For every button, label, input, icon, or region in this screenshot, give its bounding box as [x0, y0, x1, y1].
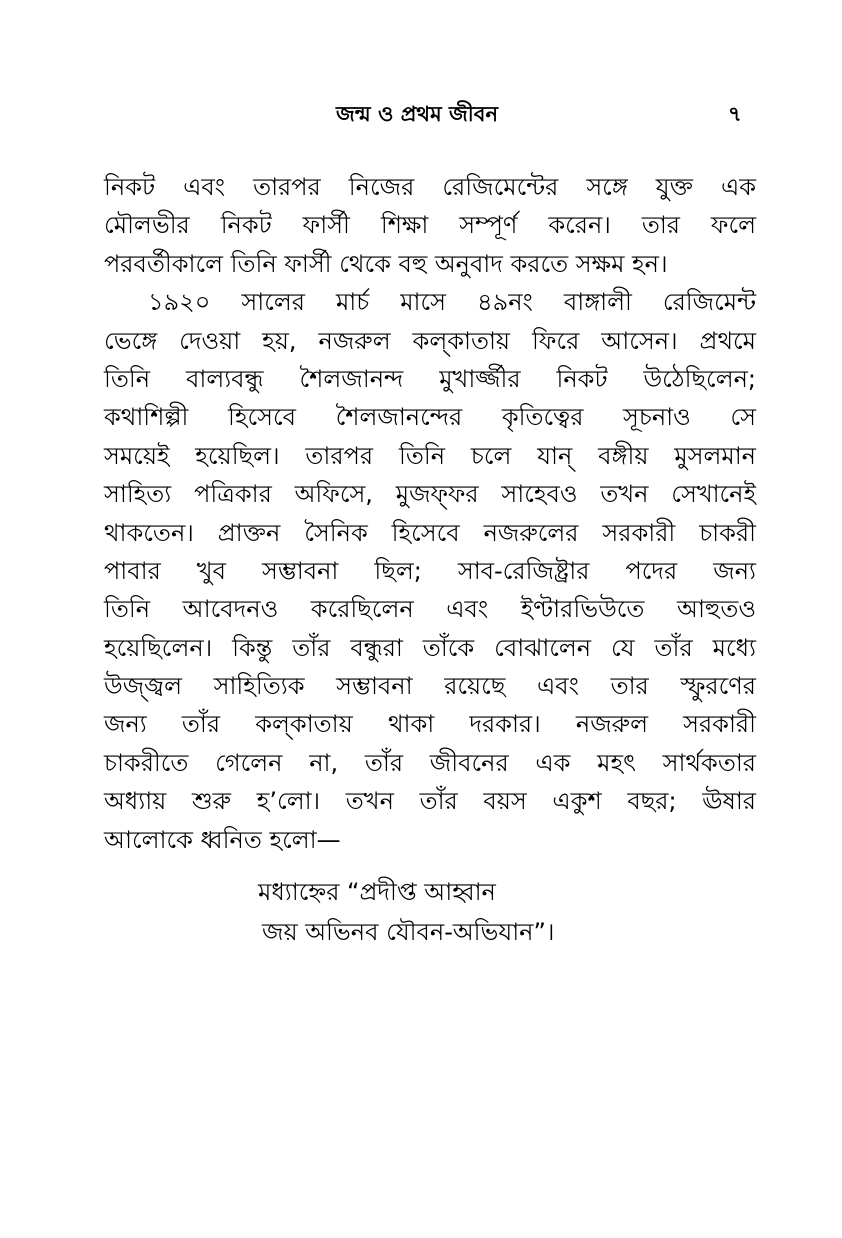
verse-quote [258, 872, 638, 952]
text-line: পাবার খুব সম্ভাবনা ছিল; সাব-রেজিষ্ট্রার পদের জন্য [104, 556, 756, 585]
text-line: সময়েই হয়েছিল। তারপর তিনি চলে যান্‌ বঙ্গীয় মুসলমান [104, 441, 756, 470]
text-line: নিকট এবং তারপর নিজের রেজিমেন্টের সঙ্গে যুক্ত এক [104, 173, 756, 201]
text-line: জন্য তাঁর কল্‌কাতায় থাকা দরকার। নজরুল সরকারী [104, 710, 756, 739]
chapter-title: জন্ম ও প্রথম জীবন [336, 102, 499, 126]
text-line: হয়েছিলেন। কিন্তু তাঁর বন্ধুরা তাঁকে বোঝালেন যে তাঁর মধ্যে [104, 633, 756, 662]
text-line: ১৯২০ সালের মার্চ মাসে ৪৯নং বাঙ্গালী রেজিমেন্ট [148, 288, 756, 317]
page-number: ৭ [728, 102, 742, 126]
text-line: মৌলভীর নিকট ফার্সী শিক্ষা সম্পূর্ণ করেন। তার ফলে [104, 211, 756, 240]
body-text [104, 168, 756, 859]
text-line: পরবর্তীকালে তিনি ফার্সী থেকে বহু অনুবাদ করতে সক্ষম হন। [104, 249, 668, 278]
text-line: উজ্জ্বল সাহিত্যিক সম্ভাবনা রয়েছে এবং তার স্ফুরণের [104, 672, 756, 701]
running-header [0, 98, 842, 134]
text-line: অধ্যায় শুরু হ’লো। তখন তাঁর বয়স একুশ বছর; ঊষার [104, 787, 756, 816]
verse-line: মধ্যাহ্নের “প্রদীপ্ত আহ্বান [258, 878, 496, 906]
text-line: চাকরীতে গেলেন না, তাঁর জীবনের এক মহৎ সার্থকতার [104, 748, 756, 777]
text-line: তিনি আবেদনও করেছিলেন এবং ইণ্টারভিউতে আহুতও [104, 595, 756, 624]
verse-line: জয় অভিনব যৌবন-অভিযান”। [262, 918, 555, 946]
text-line: থাকতেন। প্রাক্তন সৈনিক হিসেবে নজরুলের সরকারী চাকরী [104, 518, 756, 547]
text-line: কথাশিল্পী হিসেবে শৈলজানন্দের কৃতিত্বের সূচনাও সে [104, 403, 756, 432]
text-line: ভেঙ্গে দেওয়া হয়, নজরুল কল্‌কাতায় ফিরে আসেন। প্রথমে [104, 326, 756, 355]
text-line: আলোকে ধ্বনিত হলো— [104, 825, 341, 854]
text-line: সাহিত্য পত্রিকার অফিসে, মুজফ্ফর সাহেবও তখন সেখানেই [104, 480, 756, 509]
text-line: তিনি বাল্যবন্ধু শৈলজানন্দ মুখার্জ্জীর নিকট উঠেছিলেন; [104, 364, 756, 393]
